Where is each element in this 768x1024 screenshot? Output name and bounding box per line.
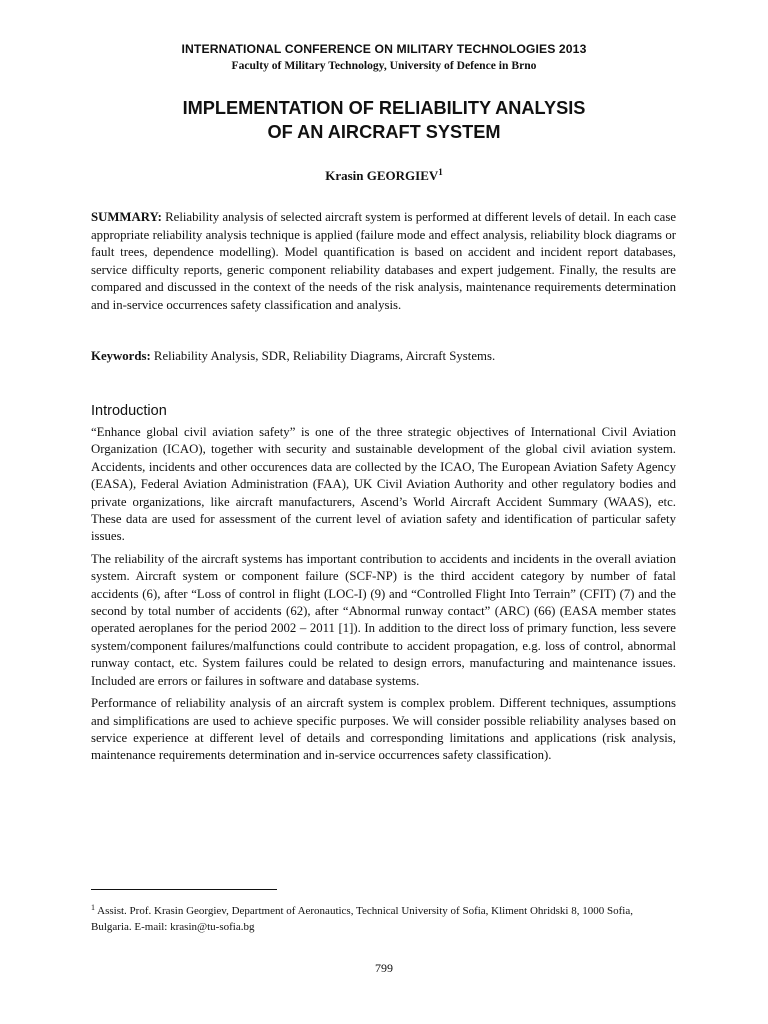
summary-text: Reliability analysis of selected aircraft system is performed at different levels of detail. In each case appropriate reliability analysis technique is applied (failure mode and effect analysis, reliability block diagrams or fault trees, dependence modelling). Model quantification is based on accident and incident report databases, service difficulty reports, generic component reliability databases and expert judgement. Finally, the results are compared and discussed in the context of the needs of the risk analysis, maintenance requirements determination and in-service occurrences safety classification and analysis. [91,210,676,312]
footnote-mark: 1 [91,903,95,912]
conference-title: INTERNATIONAL CONFERENCE ON MILITARY TECHNOLOGIES 2013 [181,42,587,56]
footnote [91,903,676,935]
author-footnote-mark: 1 [438,167,443,177]
summary-paragraph [91,209,676,314]
faculty-subtitle: Faculty of Military Technology, University of Defence in Brno [231,59,537,72]
footnote-text: Assist. Prof. Krasin Georgiev, Department of Aeronautics, Technical University of Sofia, Kliment Ohridski 8, 1000 Sofia, Bulgaria. E-mail: krasin@tu-sofia.bg [91,905,633,933]
keywords-label: Keywords: [91,349,151,363]
introduction-paragraph-3: Performance of reliability analysis of an aircraft system is complex problem. Different techniques, assumptions and simplifications are used to achieve specific purposes. We will consider possible reliability analyses based on service experience at different level of details and corresponding limitations and applications (risk analysis, maintenance requirements determination and in-service occurrences safety classification). [91,696,676,763]
author-name: Krasin GEORGIEV [325,168,439,183]
conference-header [92,41,676,73]
introduction-body [91,424,676,770]
keywords-paragraph [91,348,676,366]
paper-title-line-1: IMPLEMENTATION OF RELIABILITY ANALYSIS [182,98,586,118]
section-heading-introduction: Introduction [91,403,167,419]
introduction-paragraph-2: The reliability of the aircraft systems has important contribution to accidents and incidents in the overall aviation system. Aircraft system or component failure (SCF-NP) is the third accident category by number of fatal accidents (6), after “Loss of control in flight (LOC-I) (9) and “Controlled Flight Into Terrain” (CFIT) (7) and the second by total number of accidents (62), after “Abnormal runway contact” (ARC) (66) (EASA member states operated aeroplanes for the period 2002 – 2011 [1]). In addition to the direct loss of primary function, less severe system/component failures/malfunctions could contribute to accident propagation, e.g. loss of control, abnormal runway contact, etc. System failures could be related to design errors, manufacturing and maintenance issues. Included are errors or failures in software and database systems. [91,551,676,688]
paper-title-line-2: OF AN AIRCRAFT SYSTEM [267,122,501,142]
paper-title [92,96,676,144]
footnote-separator [91,889,277,890]
page-number: 799 [375,961,393,975]
author-line [92,168,676,184]
keywords-text: Reliability Analysis, SDR, Reliability Diagrams, Aircraft Systems. [153,349,496,363]
summary-label: SUMMARY: [91,210,162,224]
introduction-paragraph-1: “Enhance global civil aviation safety” is one of the three strategic objectives of International Civil Aviation Organization (ICAO), together with security and sustainable development of the global civil aviation system. Accidents, incidents and other occurences data are collected by the ICAO, The European Aviation Safety Agency (EASA), Federal Aviation Administration (FAA), UK Civil Aviation Authority and other regulatory bodies and private organizations, like aircraft manufacturers, Ascend’s World Aircraft Accident Summary (WAAS), etc. These data are used for assessment of the current level of aviation safety and identification of particular safety issues. [91,425,676,544]
